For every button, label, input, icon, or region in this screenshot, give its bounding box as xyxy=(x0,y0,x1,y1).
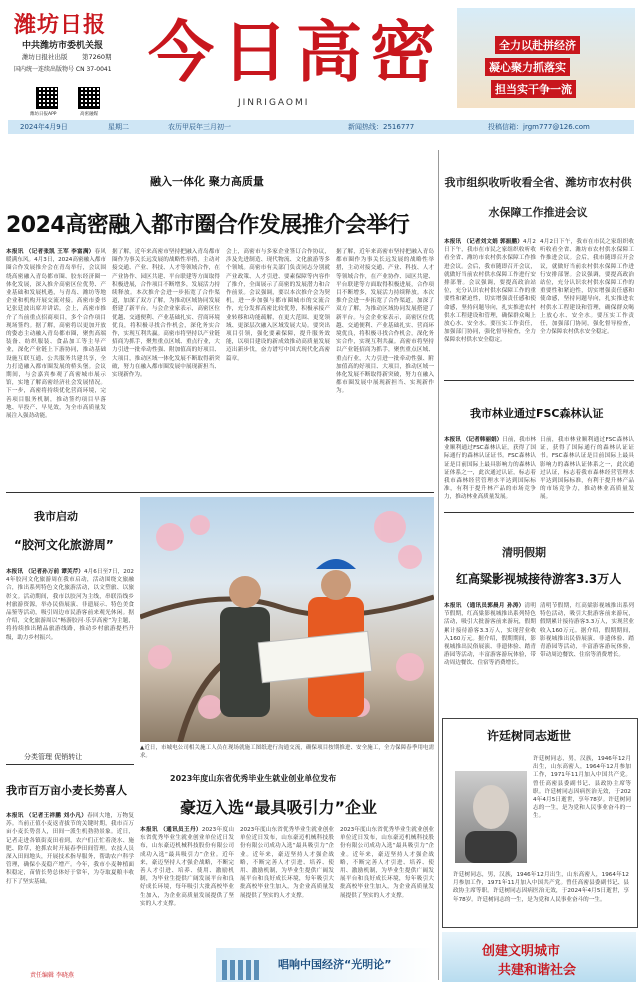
wheat-text: 春回大地，万物复苏。当前正值小麦返青拔节的关键时期，我市百万亩小麦长势喜人，田间一派生机勃勃景象。近日，记者走进各镇街麦田看到，农户们正忙着浇水、施肥、除草，抢抓农时开展春季田间管理。农技人员深入田间地头，开展技术指导服务，帮助农户科学管理，确保小麦稳产增产。今年，我市小麦种植面积稳定，苗情长势总体好于常年，为夺取夏粮丰收打下了坚实基础。 xyxy=(6,813,134,885)
photo-caption: ▲近日，市城电公司相关施工人员在现场就施工图纸进行沟通交流，确保项目按期推进、安全施工，全力保障春季用电需求。 xyxy=(140,745,434,759)
orchard-photo xyxy=(140,497,434,742)
wheat-byline: 本报讯 （记者王祥鹏 刘小凡） xyxy=(6,813,88,819)
water-byline: 本报讯 （记者刘文娟 郭振鹏） xyxy=(444,239,523,245)
jobs-headline: 豪迈入选“最具吸引力”企业 xyxy=(180,798,378,817)
jobs-body-col3: 2023年度山东省优秀毕业生就业创业单位近日发布，山东豪迈机械科技股份有限公司成功入选“最具吸引力”企业。近年来，豪迈坚持人才强企战略，不断完善人才引进、培养、使用、激励机制，为毕业生提供广阔发展平台和良好成长环境，每年吸引大批高校毕业生加入，为企业高质量发展提供了坚实的人才支撑。 xyxy=(340,827,434,899)
qr-label-app: 潍坊日报APP xyxy=(30,112,57,117)
masthead xyxy=(0,0,640,118)
paper-name: 潍坊日报 xyxy=(14,12,107,38)
slogan-panel xyxy=(457,8,635,108)
cn-number: 国内统一连续出版物号 CN 37-0041 xyxy=(14,66,112,73)
date: 2024年4月9日 xyxy=(20,123,68,131)
forest-body-col1 xyxy=(444,436,536,504)
forest-headline: 我市林业通过FSC森林认证 xyxy=(470,407,604,420)
forest-text: 日前，我市林业顺利通过FSC森林认证，获得了国际通行的森林认证证书。FSC森林认证是目前国际上最具影响力的森林认证体系之一，此次通过认证，标志着我市森林经营管理水平达到国际标准，有利于提升林产品的市场竞争力，推动林业高质量发展。 xyxy=(444,437,536,501)
cultural-headline: “胶河文化旅游周” xyxy=(14,538,114,552)
qingming-byline: 本报讯 （通讯员郭晨月 孙涛） xyxy=(444,603,525,609)
dateline-bar xyxy=(8,120,634,134)
cultural-byline: 本报讯 （记者孙万前 谭芙芹） xyxy=(6,569,84,575)
lead-headline: 2024高密融入都市圈合作发展推介会举行 xyxy=(6,213,410,238)
jobs-byline: 本报讯 （通讯员王丹） xyxy=(140,827,202,833)
qingming-body-col2: 清明节假期，红高粱影视城推出系列特色活动，吸引大批游客前来游玩，假期累计接待游客3.3万人，实现营业收入160万元。据介绍，假期期间，影视城推出民俗展演、非遗体验、踏青游园等活动，丰富游客游玩体验，带动周边餐饮、住宿等消费增长。 xyxy=(540,603,634,659)
lead-divider xyxy=(6,492,434,493)
qingming-body-col1 xyxy=(444,602,536,700)
lead-body-col1 xyxy=(6,248,106,488)
wheat-body xyxy=(6,812,134,964)
lead-body-col3: 会上，高密市与多家企业签订合作协议，涉及先进制造、现代物流、文化旅游等多个领域。高密市有关部门负责同志分别就产业政策、人才引进、要素保障等内容作了推介，全面展示了高密的发展潜力和合作前景。会议强调，要以本次推介会为契机，进一步加强与都市圈城市的交流合作，充分发挥高密比较优势，积极承接产业转移和功能疏解，在更大范围、更宽领域、更深层次融入区域发展大局。要突出项目引领，强化要素保障，提升服务效能，以项目建设的新成效推动高质量发展迈出新步伐，奋力谱写中国式现代化高密篇章。 xyxy=(226,249,330,362)
qingming-text: 清明节假期，红高粱影视城推出系列特色活动，吸引大批游客前来游玩，假期累计接待游客3.3万人，实现营业收入160万元。据介绍，假期期间，影视城推出民俗展演、非遗体验、踏青游园等活动，丰富游客游玩体验，带动周边餐饮、住宿等消费增长。 xyxy=(444,603,536,667)
civil-banner xyxy=(442,932,636,982)
cultural-body xyxy=(6,568,134,748)
slogan-1: 全力以赴拼经济 xyxy=(495,36,580,54)
publisher: 中共潍坊市委机关报 xyxy=(22,41,104,51)
forest-byline: 本报讯 （记者韩丽娟） xyxy=(444,437,503,443)
title-pinyin: JINRIGAOMI xyxy=(238,98,310,108)
qr-code-media[interactable] xyxy=(78,87,100,109)
civil-banner-line2: 共建和谐社会 xyxy=(498,963,577,978)
lead-body-col4: 据了解，近年来高密市坚持把融入青岛都市圈作为事关长远发展的战略性举措，主动对接交通、产业、科技、人才等领域合作，在产业协作、园区共建、平台联建等方面取得积极进展，合作项目不断增多，发展活力持续释放。本次推介会进一步拓宽了合作渠道，加深了双方了解，为推动区域协同发展搭建了新平台。与会企业家表示，高密区位优越、交通便利、产业基础扎实、营商环境优良，将积极寻找合作机会，深化务实合作，实现互利共赢。高密市将坚持以产业链招商为抓手，聚焦重点区域、重点行业，大力引进一批牵动性强、附加值高的好项目、大项目，推动区域一体化发展不断取得新突破，努力在融入都市圈发展中展现新担当、实现新作为。 xyxy=(336,249,434,395)
obituary-body-bottom: 许廷树同志，男，汉族，1946年12月出生，山东高密人，1964年12月参加工作，1971年11月加入中国共产党。曾任高密县委副书记、县政协主席等职。许廷树同志因病医治无效，于2024年4月5日逝世，享年78岁。许廷树同志的一生，是为党和人民事业奋斗的一生。 xyxy=(453,872,629,903)
edition-no: 第7260期 xyxy=(82,53,112,61)
news-hotline: 新闻热线：2516777 xyxy=(348,123,415,131)
obituary-body: 许廷树同志，男，汉族，1946年12月出生，山东高密人，1964年12月参加工作，1971年11月加入中国共产党。曾任高密县委副书记、县政协主席等职。许廷树同志因病医治无效，于2024年4月5日逝世，享年78岁。许廷树同志的一生，是为党和人民事业奋斗的一生。 xyxy=(533,756,631,820)
slogan-2: 凝心聚力抓落实 xyxy=(485,58,570,76)
jobs-text: 2023年度山东省优秀毕业生就业创业单位近日发布，山东豪迈机械科技股份有限公司成功入选“最具吸引力”企业。近年来，豪迈坚持人才强企战略，不断完善人才引进、培养、使用、激励机制，为毕业生提供广阔发展平台和良好成长环境，每年吸引大批高校毕业生加入，为企业高质量发展提供了坚实的人才支撑。 xyxy=(140,827,234,907)
city-skyline xyxy=(222,960,262,980)
cultural-divider xyxy=(6,764,134,765)
water-body-col2: 4月2日下午，我市在市民之家组织收听收看全省、潍坊市农村供水保障工作推进会议。会后，我市随即召开会议，就做好当前农村供水保障工作进行安排部署。会议强调，要提高政治站位，充分认识农村供水保障工作的重要性和紧迫性，切实增强责任感和使命感，坚持问题导向，扎实推进农村供水工程建设和管理，确保群众喝上放心水、安全水。要压实工作责任，加强部门协同，强化督导检查，全力保障农村供水安全稳定。 xyxy=(540,239,634,336)
economy-banner xyxy=(216,948,434,982)
civil-banner-line1: 创建文明城市 xyxy=(482,944,561,959)
water-headline-text: 我市组织收听收看全省、潍坊市农村供水保障工作推进会议 xyxy=(444,176,632,219)
qr-code-app[interactable] xyxy=(36,87,58,109)
water-body-col1 xyxy=(444,238,536,370)
water-headline xyxy=(442,168,634,228)
issue-org: 潍坊日报社出版 xyxy=(22,53,68,61)
portrait-art xyxy=(455,771,527,863)
lead-byline: 本报讯 （记者张凯 王军 李富满） xyxy=(6,249,95,255)
jobs-body-col2: 2023年度山东省优秀毕业生就业创业单位近日发布，山东豪迈机械科技股份有限公司成功入选“最具吸引力”企业。近年来，豪迈坚持人才强企战略，不断完善人才引进、培养、使用、激励机制，为毕业生提供广阔发展平台和良好成长环境，每年吸引大批高校毕业生加入，为企业高质量发展提供了坚实的人才支撑。 xyxy=(240,827,334,899)
economy-banner-text: 唱响中国经济“光明论” xyxy=(278,958,392,971)
obituary-portrait xyxy=(455,771,527,863)
lead-body-col2: 据了解，近年来高密市坚持把融入青岛都市圈作为事关长远发展的战略性举措，主动对接交通、产业、科技、人才等领域合作，在产业协作、园区共建、平台联建等方面取得积极进展，合作项目不断增多，发展活力持续释放。本次推介会进一步拓宽了合作渠道，加深了双方了解，为推动区域协同发展搭建了新平台。与会企业家表示，高密区位优越、交通便利、产业基础扎实、营商环境优良，将积极寻找合作机会，深化务实合作，实现互利共赢。高密市将坚持以产业链招商为抓手，聚焦重点区域、重点行业，大力引进一批牵动性强、附加值高的好项目、大项目，推动区域一体化发展不断取得新突破，努力在融入都市圈发展中展现新担当、实现新作为。 xyxy=(112,249,220,379)
main-title: 今日高密 xyxy=(148,13,444,91)
right-column-rule xyxy=(438,150,439,980)
cultural-kicker: 我市启动 xyxy=(34,510,78,523)
page-editor: 责任编辑 李晓燕 xyxy=(30,972,74,979)
wheat-headline: 我市百万亩小麦长势喜人 xyxy=(6,784,127,797)
lunar-date: 农历甲辰年三月初一 xyxy=(168,123,231,131)
forest-divider xyxy=(444,512,634,513)
orchard-photo-art xyxy=(140,497,434,742)
obituary-headline: 许廷树同志逝世 xyxy=(487,729,572,743)
obituary-box xyxy=(442,718,638,928)
qr-label-media: 高密融媒 xyxy=(80,112,98,117)
lead-kicker: 融入一体化 聚力高质量 xyxy=(150,175,264,188)
lead-text-1: 春风暖满东风。4月3日，2024高密融入都市圈合作发展推介会在青岛举行，会议围绕高密融入青岛都市圈、胶东经济圈一体化发展，深入推介高密区位优势、产业基础和发展机遇，与青岛、潍坊等地企业和机构开展交流对接。高密市委书记张廷波出席并讲话。会上，高密市推介了当前重点招商项目，多个合作项目现场签约。据了解，高密将以更加开放的姿态主动融入青岛都市圈，聚焦高端装备、纺织服装、食品加工等主导产业，深化产业链上下游协同，推动基础设施互联互通、公共服务共建共享，全力打造融入都市圈发展的桥头堡。会议期间，与会嘉宾参观了高密城市展示馆，实地了解高密经济社会发展情况。下一步，高密将持续优化营商环境，完善项目服务机制，推动签约项目早落地、早投产、早见效，为全市高质量发展注入强劲动能。 xyxy=(6,249,106,420)
weekday: 星期二 xyxy=(108,123,129,131)
water-divider xyxy=(444,380,634,381)
slogan-3: 担当实干争一流 xyxy=(491,80,576,98)
qingming-kicker: 清明假期 xyxy=(502,546,546,559)
submission-email: 投稿信箱：jrgm777@126.com xyxy=(488,123,590,131)
jobs-kicker: 2023年度山东省优秀毕业生就业创业单位发布 xyxy=(170,774,337,783)
forest-body-col2: 日前，我市林业顺利通过FSC森林认证，获得了国际通行的森林认证证书。FSC森林认证是目前国际上最具影响力的森林认证体系之一，此次通过认证，标志着我市森林经营管理水平达到国际标准，有利于提升林产品的市场竞争力，推动林业高质量发展。 xyxy=(540,437,634,501)
water-text: 4月2日下午，我市在市民之家组织收听收看全省、潍坊市农村供水保障工作推进会议。会后，我市随即召开会议，就做好当前农村供水保障工作进行安排部署。会议强调，要提高政治站位，充分认识农村供水保障工作的重要性和紧迫性，切实增强责任感和使命感，坚持问题导向，扎实推进农村供水工程建设和管理，确保群众喝上放心水、安全水。要压实工作责任，加强部门协同，强化督导检查，全力保障农村供水安全稳定。 xyxy=(444,239,536,344)
cultural-editor: 分类管理 促销转让 xyxy=(24,753,83,761)
cultural-text: 4月6日至7日，2024年胶河文化旅游周在我市启动，活动围绕文旅融合，推出系列特色文化旅游活动，以文塑旅、以旅彰文。活动期间，我市以胶河为主线，串联沿线乡村旅游资源，举办民俗展演、非遗展示、特色美食品鉴等活动，吸引周边市民游客前来观光休闲。据介绍，文化旅游周以“畅游胶河·乐享高密”为主题，将持续推出精品旅游线路，推动乡村旅游提档升级，助力乡村振兴。 xyxy=(6,569,134,641)
qingming-headline: 红高粱影视城接待游客3.3万人 xyxy=(456,572,622,586)
jobs-body-col1 xyxy=(140,826,234,948)
